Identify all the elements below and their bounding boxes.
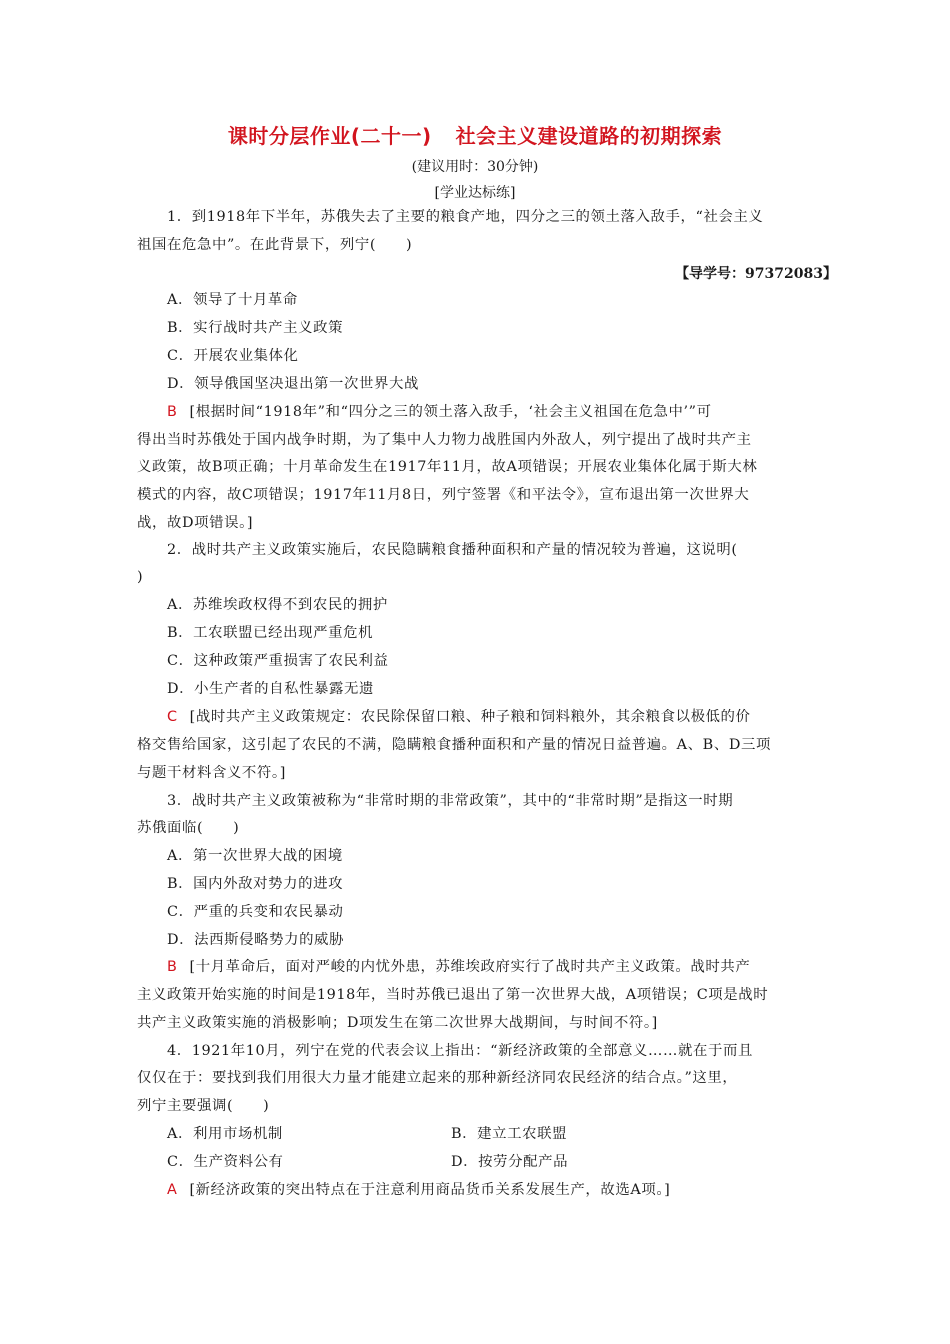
q1-explanation-line-5: 战，故D项错误。] — [137, 515, 254, 531]
q1-stem-line-1: 1．到1918年下半年，苏俄失去了主要的粮食产地，四分之三的领土落入敌手，“社会主义 — [167, 209, 764, 225]
q1-explanation-line-4: 模式的内容，故C项错误；1917年11月8日，列宁签署《和平法令》，宣布退出第一次世界大 — [137, 487, 750, 503]
q4-explanation-text-1: [新经济政策的突出特点在于注意利用商品货币关系发展生产，故选A项。] — [189, 1182, 671, 1198]
suggested-time: (建议用时：30分钟) — [411, 159, 539, 175]
q3-explanation-text-1: [十月革命后，面对严峻的内忧外患，苏维埃政府实行了战时共产主义政策。战时共产 — [189, 959, 751, 975]
q4-stem-line-3: 列宁主要强调( ) — [137, 1098, 270, 1114]
title-part-2: 社会主义建设道路的初期探索 — [455, 124, 723, 148]
q3-explanation-line-3: 共产主义政策实施的消极影响；D项发生在第二次世界大战期间，与时间不符。] — [137, 1015, 658, 1031]
title-part-1: 课时分层作业(二十一) — [227, 124, 432, 148]
q2-answer: C — [167, 709, 178, 725]
q1-explanation-line-3: 义政策，故B项正确；十月革命发生在1917年11月，故A项错误；开展农业集体化属于斯大林 — [137, 459, 758, 475]
q3-stem-line-2: 苏俄面临( ) — [137, 820, 240, 836]
q4-stem-line-1: 4．1921年10月，列宁在党的代表会议上指出：“新经济政策的全部意义……就在于而且 — [167, 1043, 753, 1059]
q4-option-b: B．建立工农联盟 — [451, 1126, 568, 1142]
q2-explanation-line-2: 格交售给国家，这引起了农民的不满，隐瞒粮食播种面积和产量的情况日益普遍。A、B、D三项 — [137, 737, 771, 753]
q3-explanation-line-1 — [167, 957, 867, 977]
q1-option-b: B．实行战时共产主义政策 — [167, 320, 344, 336]
q1-option-c: C．开展农业集体化 — [167, 348, 299, 364]
q3-option-d: D．法西斯侵略势力的威胁 — [167, 932, 345, 948]
page-title — [0, 120, 950, 149]
q1-option-a: A．领导了十月革命 — [167, 292, 298, 308]
q2-option-d: D．小生产者的自私性暴露无遗 — [167, 681, 375, 697]
q2-option-a: A．苏维埃政权得不到农民的拥护 — [167, 597, 388, 613]
q2-option-c: C．这种政策严重损害了农民利益 — [167, 653, 389, 669]
section-heading: [学业达标练] — [434, 185, 516, 201]
q1-stem-line-2: 祖国在危急中”。在此背景下，列宁( ) — [137, 237, 413, 253]
q4-explanation-line-1 — [167, 1180, 867, 1200]
q3-stem-line-1: 3．战时共产主义政策被称为“非常时期的非常政策”，其中的“非常时期”是指这一时期 — [167, 793, 734, 809]
q4-option-c: C．生产资料公有 — [167, 1154, 284, 1170]
q2-explanation-line-3: 与题干材料含义不符。] — [137, 765, 286, 781]
q4-option-d: D．按劳分配产品 — [451, 1154, 569, 1170]
q2-explanation-line-1 — [167, 707, 867, 727]
q1-answer: B — [167, 404, 178, 420]
q1-explanation-text-1: [根据时间“1918年”和“四分之三的领土落入敌手，‘社会主义祖国在危急中’”可 — [189, 404, 712, 420]
q1-option-d: D．领导俄国坚决退出第一次世界大战 — [167, 376, 419, 392]
q2-stem-line-2: ) — [137, 569, 144, 585]
q1-explanation-line-2: 得出当时苏俄处于国内战争时期，为了集中人力物力战胜国内外敌人，列宁提出了战时共产主 — [137, 432, 752, 448]
q4-stem-line-2: 仅仅在于：要找到我们用很大力量才能建立起来的那种新经济同农民经济的结合点。”这里， — [137, 1070, 738, 1086]
q3-option-c: C．严重的兵变和农民暴动 — [167, 904, 344, 920]
q4-answer: A — [167, 1182, 178, 1198]
q2-explanation-text-1: [战时共产主义政策规定：农民除保留口粮、种子粮和饲料粮外，其余粮食以极低的价 — [189, 709, 751, 725]
q3-answer: B — [167, 959, 178, 975]
q1-explanation-line-1 — [167, 402, 867, 422]
q3-option-a: A．第一次世界大战的困境 — [167, 848, 343, 864]
q1-guide-number: 【导学号：97372083】 — [675, 266, 837, 282]
q3-explanation-line-2: 主义政策开始实施的时间是1918年，当时苏俄已退出了第一次世界大战，A项错误；C项是战时 — [137, 987, 769, 1003]
q4-option-a: A．利用市场机制 — [167, 1126, 283, 1142]
q2-stem-line-1: 2．战时共产主义政策实施后，农民隐瞒粮食播种面积和产量的情况较为普遍，这说明( — [167, 542, 738, 558]
q2-option-b: B．工农联盟已经出现严重危机 — [167, 625, 374, 641]
q3-option-b: B．国内外敌对势力的进攻 — [167, 876, 344, 892]
